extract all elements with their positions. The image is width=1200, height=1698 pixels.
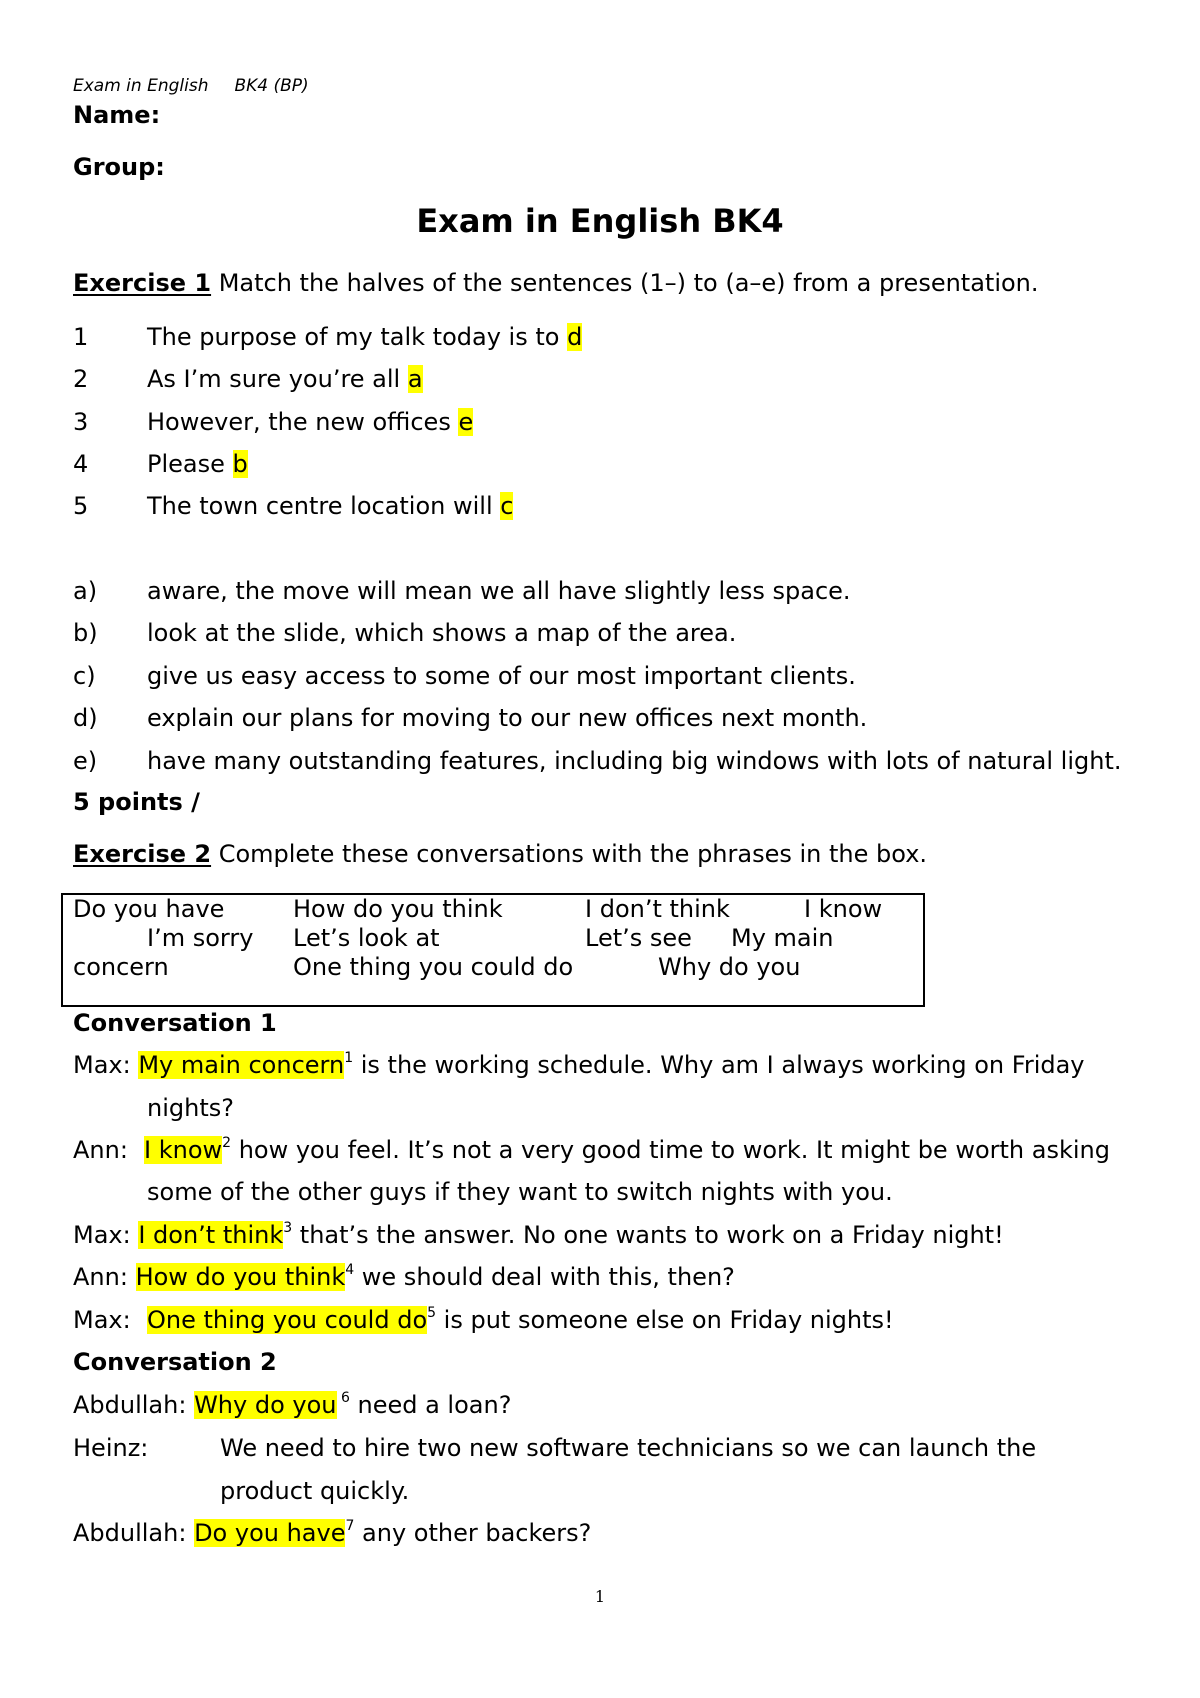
exercise1-label: Exercise 1 bbox=[73, 269, 212, 297]
page-title: Exam in English BK4 bbox=[416, 202, 784, 240]
item-answer: b bbox=[232, 450, 248, 478]
speaker: Ann: bbox=[73, 1263, 136, 1291]
phrase: I’m sorry bbox=[147, 924, 254, 952]
exercise1-option bbox=[0, 662, 1200, 692]
item-text: Please b bbox=[147, 450, 248, 478]
item-number: 3 bbox=[73, 408, 89, 436]
exercise1-item bbox=[0, 450, 1200, 480]
option-text: explain our plans for moving to our new offices next month. bbox=[147, 704, 868, 732]
line-text: We need to hire two new software technicians so we can launch the bbox=[220, 1434, 1037, 1462]
answer: Why do you bbox=[194, 1391, 337, 1419]
speaker: Ann: bbox=[73, 1136, 128, 1164]
answer: How do you think bbox=[135, 1263, 346, 1291]
answer: Do you have bbox=[194, 1519, 346, 1547]
phrase: Let’s look at bbox=[293, 924, 440, 952]
conversation1-title: Conversation 1 bbox=[73, 1009, 277, 1037]
item-number: 4 bbox=[73, 450, 89, 478]
phrase: How do you think bbox=[293, 895, 503, 923]
dialogue-continuation: product quickly. bbox=[220, 1477, 410, 1505]
footnote-number: 2 bbox=[222, 1135, 232, 1151]
dialogue-line bbox=[73, 1050, 1085, 1079]
exercise1-points: 5 points / bbox=[73, 788, 200, 816]
header-left: Exam in English bbox=[73, 76, 209, 96]
footnote-number: 6 bbox=[336, 1390, 350, 1406]
name-label: Name: bbox=[73, 101, 161, 129]
exercise1-item bbox=[0, 323, 1200, 353]
item-answer: d bbox=[567, 323, 583, 351]
exercise1-option bbox=[0, 619, 1200, 649]
speaker: Abdullah: bbox=[73, 1519, 195, 1547]
dialogue-continuation: nights? bbox=[147, 1094, 234, 1122]
dialogue-line bbox=[73, 1518, 592, 1547]
item-text: As I’m sure you’re all a bbox=[147, 365, 423, 393]
item-answer: c bbox=[500, 492, 514, 520]
footnote-number: 4 bbox=[345, 1262, 355, 1278]
phrase: I don’t think bbox=[585, 895, 730, 923]
phrase: I know bbox=[804, 895, 883, 923]
header-right: BK4 (BP) bbox=[234, 76, 309, 96]
line-text: is the working schedule. Why am I always working on Friday bbox=[353, 1051, 1085, 1079]
phrase: Why do you bbox=[658, 953, 801, 981]
dialogue-line bbox=[73, 1262, 735, 1291]
footnote-number: 3 bbox=[283, 1220, 293, 1236]
item-number: 1 bbox=[73, 323, 89, 351]
exercise1-option bbox=[0, 577, 1200, 607]
answer: I know bbox=[144, 1136, 223, 1164]
speaker: Max: bbox=[73, 1306, 131, 1334]
dialogue-line bbox=[73, 1390, 512, 1419]
option-text: aware, the move will mean we all have slightly less space. bbox=[147, 577, 851, 605]
item-number: 5 bbox=[73, 492, 89, 520]
phrase: concern bbox=[73, 953, 169, 981]
conversation2-title: Conversation 2 bbox=[73, 1348, 277, 1376]
footnote-number: 7 bbox=[345, 1518, 355, 1534]
option-letter: b) bbox=[73, 619, 98, 647]
item-text: However, the new offices e bbox=[147, 408, 474, 436]
answer: I don’t think bbox=[138, 1221, 284, 1249]
option-text: give us easy access to some of our most important clients. bbox=[147, 662, 856, 690]
dialogue-line bbox=[73, 1135, 1110, 1164]
option-letter: d) bbox=[73, 704, 98, 732]
exercise2-instruction: Complete these conversations with the phrases in the box. bbox=[211, 840, 928, 868]
option-letter: e) bbox=[73, 747, 98, 775]
item-text: The purpose of my talk today is to d bbox=[147, 323, 583, 351]
exercise1-item bbox=[0, 492, 1200, 522]
line-text: need a loan? bbox=[349, 1391, 512, 1419]
dialogue-continuation: some of the other guys if they want to switch nights with you. bbox=[147, 1178, 893, 1206]
exercise1-option bbox=[0, 747, 1200, 777]
option-text: look at the slide, which shows a map of the area. bbox=[147, 619, 737, 647]
dialogue-line bbox=[73, 1305, 894, 1334]
speaker: Max: bbox=[73, 1051, 139, 1079]
line-text: any other backers? bbox=[354, 1519, 592, 1547]
exercise1-item bbox=[0, 365, 1200, 395]
exercise2-heading bbox=[73, 842, 927, 866]
line-text: is put someone else on Friday nights! bbox=[436, 1306, 894, 1334]
phrase: My main bbox=[731, 924, 834, 952]
speaker: Abdullah: bbox=[73, 1391, 195, 1419]
line-text: that’s the answer. No one wants to work on a Friday night! bbox=[292, 1221, 1004, 1249]
answer: My main concern bbox=[138, 1051, 345, 1079]
footnote-number: 5 bbox=[427, 1305, 437, 1321]
item-answer: e bbox=[458, 408, 474, 436]
dialogue-line bbox=[73, 1220, 1004, 1249]
option-letter: c) bbox=[73, 662, 96, 690]
option-text: have many outstanding features, including big windows with lots of natural light. bbox=[147, 747, 1122, 775]
exercise1-option bbox=[0, 704, 1200, 734]
running-header bbox=[73, 78, 309, 95]
speaker: Max: bbox=[73, 1221, 139, 1249]
line-text: how you feel. It’s not a very good time to work. It might be worth asking bbox=[231, 1136, 1110, 1164]
exercise1-heading bbox=[73, 271, 1039, 295]
footnote-number: 1 bbox=[344, 1050, 354, 1066]
phrase: Let’s see bbox=[585, 924, 692, 952]
group-label: Group: bbox=[73, 153, 165, 181]
phrase: One thing you could do bbox=[293, 953, 574, 981]
line-text: we should deal with this, then? bbox=[354, 1263, 735, 1291]
item-answer: a bbox=[407, 365, 423, 393]
item-text: The town centre location will c bbox=[147, 492, 514, 520]
exercise1-instruction: Match the halves of the sentences (1–) to (a–e) from a presentation. bbox=[211, 269, 1039, 297]
dialogue-speaker: Heinz: bbox=[73, 1434, 149, 1462]
page-number: 1 bbox=[594, 1587, 606, 1606]
answer: One thing you could do bbox=[147, 1306, 428, 1334]
phrase: Do you have bbox=[73, 895, 225, 923]
item-number: 2 bbox=[73, 365, 89, 393]
exercise2-label: Exercise 2 bbox=[73, 840, 212, 868]
exercise1-item bbox=[0, 408, 1200, 438]
option-letter: a) bbox=[73, 577, 98, 605]
